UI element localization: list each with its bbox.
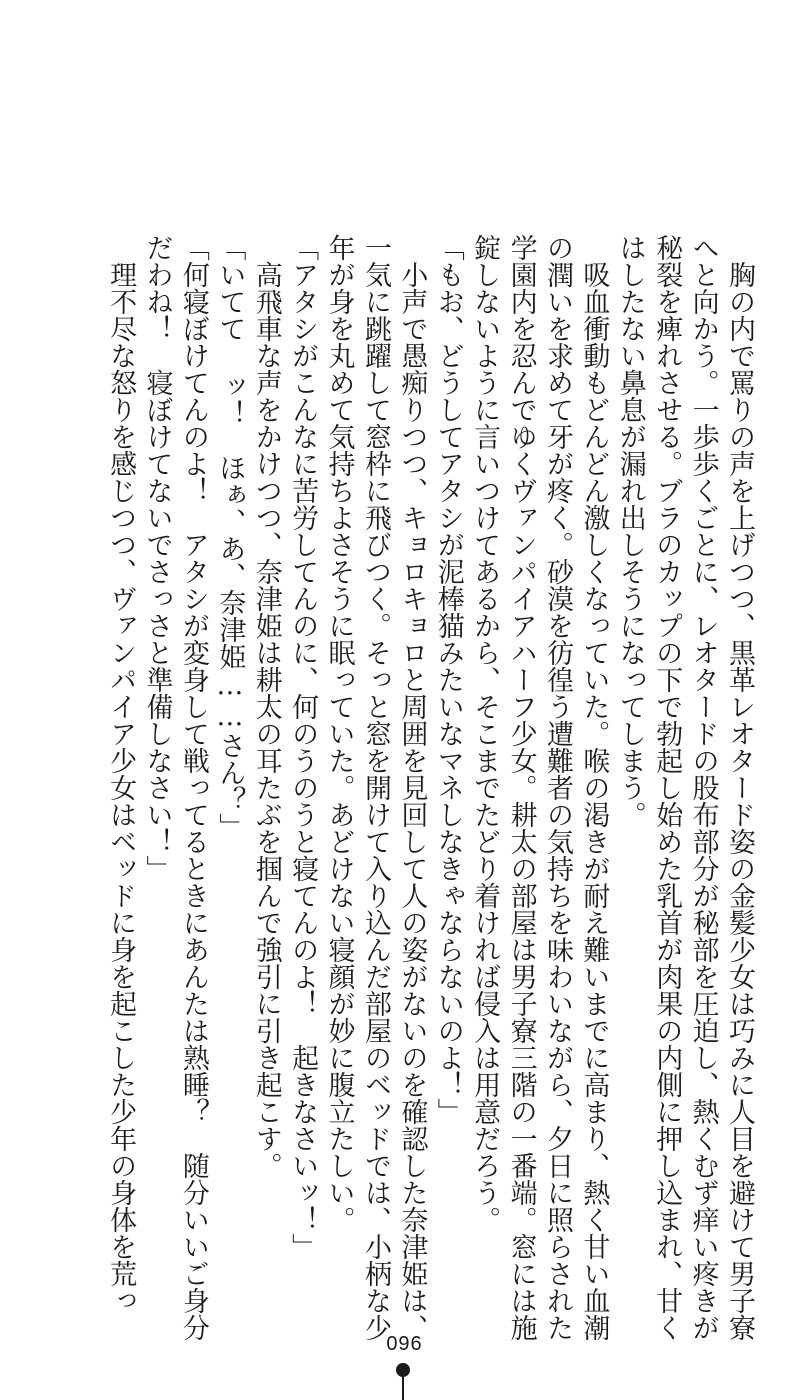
paragraph: 理不尽な怒りを感じつつ、ヴァンパイア少女はベッドに身を起こした少年の身体を荒っ [105, 261, 137, 1314]
dialogue-line: 「何寝ぼけてんのよ！ アタシが変身して戦ってるときにあんたは熟睡？ 随分いいご身分だわね！ 寝ぼけてないでさっさと準備しなさい！」 [141, 234, 209, 1341]
dialogue-line: 「アタシがこんなに苦労してんのに、何のうのうと寝てんのよ！ 起きなさいッ！」 [287, 234, 319, 1260]
page-footer [0, 1333, 809, 1356]
paragraph: 吸血衝動もどんどん激しくなっていた。喉の渇きが耐え難いまでに高まり、熱く甘い血潮の潤いを求めて牙が疼く。砂漠を彷徨う遭難者の気持ちを味わいながら、夕日に照らされた学園内を忍んでゆくヴァンパイアハーフ少女。耕太の部屋は男子寮三階の一番端。窓には施錠しないように言いつけてあるから、そこまでたどり着ければ侵入は用意だろう。 [469, 234, 610, 1341]
page-number: 096 [386, 1333, 423, 1355]
body-text [105, 234, 757, 1352]
paragraph: 小声で愚痴りつつ、キョロキョロと周囲を見回して人の姿がないのを確認した奈津姫は、一気に跳躍して窓枠に飛びつく。そっと窓を開けて入り込んだ部屋のベッドでは、小柄な少年が身を丸めて気持ちよさそうに眠っていた。あどけない寝顔が妙に腹立たしい。 [323, 234, 428, 1341]
dialogue-line: 「いてて ッ！ ほぁ、あ、奈津姫……さん？」 [214, 234, 246, 840]
paragraph: 高飛車な声をかけつつ、奈津姫は耕太の耳たぶを掴んで強引に引き起こす。 [250, 261, 282, 1179]
page-marker-line [402, 1375, 404, 1400]
paragraph: 胸の内で罵りの声を上げつつ、黒革レオタード姿の金髪少女は巧みに人目を避けて男子寮へと向かう。一歩歩くごとに、レオタードの股布部分が秘部を圧迫し、熱くむず痒い疼きが秘裂を痺れさせる。ブラのカップの下で勃起し始めた乳首が肉果の内側に押し込まれ、甘くはしたない鼻息が漏れ出しそうになってしまう。 [614, 234, 755, 1341]
dialogue-line: 「もお、どうしてアタシが泥棒猫みたいなマネしなきゃならないのよ！」 [432, 234, 464, 1125]
